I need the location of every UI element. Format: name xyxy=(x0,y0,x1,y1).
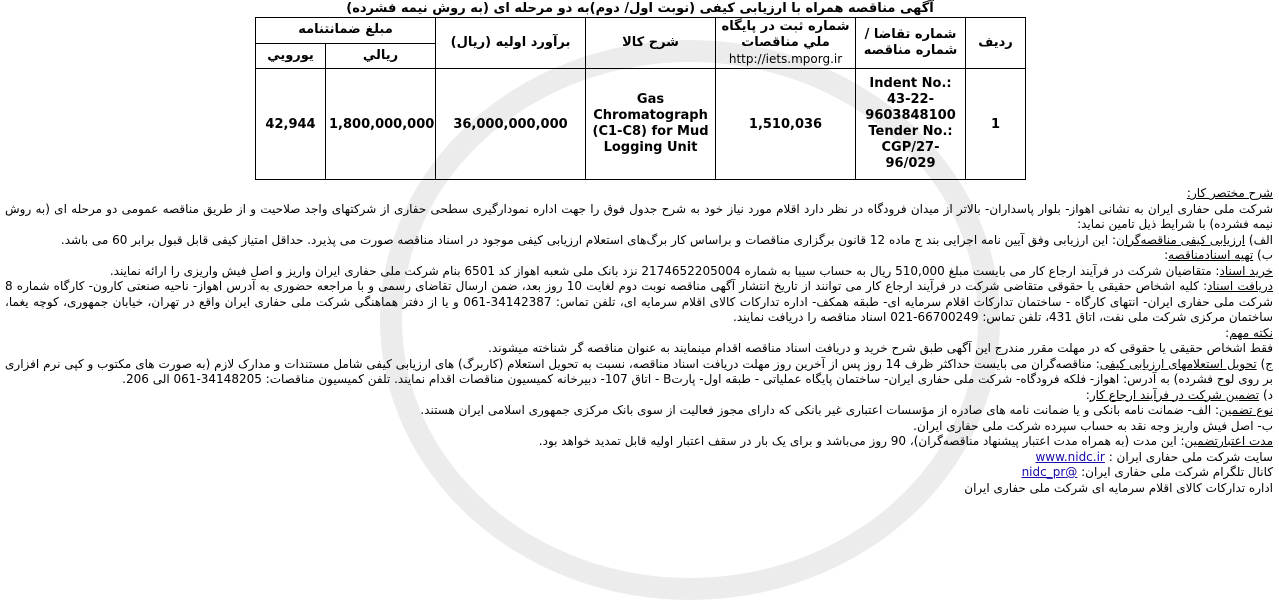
guarantee-validity-paragraph: مدت اعتبارتضمین: این مدت (به همراه مدت اعتبار پیشنهاد مناقصه‌گران)، 90 روز می‌باشد و برای یک بار در سقف اعتبار اولیه قابل تمدید خواهد بود. xyxy=(538,434,1273,448)
notice-body xyxy=(5,186,1273,496)
header-guarantee-amount: مبلغ ضمانتنامه xyxy=(256,18,436,44)
header-request-number: شماره تقاضا / شماره مناقصه xyxy=(856,18,966,69)
cell-initial-estimate: 36,000,000,000 xyxy=(436,69,586,180)
telegram-channel-link[interactable]: @nidc_pr xyxy=(1021,465,1078,479)
header-item-description: شرح كالا xyxy=(586,18,716,69)
important-note-heading: نکته مهم: xyxy=(1225,325,1273,340)
documents-heading: ب) تهیه اسنادمناقصه: xyxy=(1164,248,1273,262)
telegram-channel-line: کانال تلگرام شرکت ملی حفاری ایران: @nidc_pr xyxy=(1021,465,1273,479)
cell-guarantee-euro: 42,944 xyxy=(256,69,326,180)
notice-title: آگهی مناقصه همراه با ارزیابی کیفی (نوبت اول/ دوم)به دو مرحله ای (به روش نیمه فشرده) xyxy=(346,1,934,16)
cell-item-description: Gas Chromatograph (C1-C8) for Mud Logging Unit xyxy=(586,69,716,180)
guarantee-heading: د) تضمین شرکت در فرآیند ارجاع کار: xyxy=(1085,387,1273,402)
header-registration-number xyxy=(716,18,856,69)
document-receipt-paragraph: دریافت اسناد: کلیه اشخاص حقیقی یا حقوقی متقاضی شرکت در فرآیند ارجاع کار می توانند از تاریخ انتشار آگهی مناقصه نوبت دوم لغایت 10 روز بعد، ضمن ارسال تقاضای رسمی و با مراجعه حضوری به آدرس اهواز- ناحیه صنعتی کارون- کارگاه شماره 8 شرکت ملی حفاری ایران- انتهای کارگاه - ساختمان تدارکات اقلام سرمایه ای- طبقه همکف- اداره تدارکات کالای اقلام سرمایه ای، تلفن تماس: 34142387-061 و یا از دفتر هماهنگی شرکت ملی حفاری ایران واقع در تهران، خیابان جمهوری، کوچه یغما، ساختمان مرکزی شرکت ملی نفت، اتاق 431، تلفن تماس: 66700249-021 اسناد مناقصه را دریافت نمایند. xyxy=(5,279,1273,324)
guarantee-type-paragraph: نوع تضمین: الف- ضمانت نامه بانکی و یا ضمانت نامه های صادره از مؤسسات اعتباری غیر بانکی که دارای مجوز فعالیت از سوی بانک مرکزی جمهوری اسلامی ایران هستند. xyxy=(420,403,1273,417)
cell-request-number: Indent No.: 43-22-9603848100 Tender No.: CGP/27-96/029 xyxy=(856,69,966,180)
table-row xyxy=(256,69,1026,180)
header-initial-estimate: برآورد اوليه (ريال) xyxy=(436,18,586,69)
company-website-line: سایت شرکت ملی حفاری ایران : www.nidc.ir xyxy=(1035,449,1273,464)
header-guarantee-euro: يورويي xyxy=(256,43,326,69)
quality-assessment-paragraph: الف) ارزیابی کیفی مناقصه‌گران: این ارزیابی وفق آیین نامه اجرایی بند ج ماده 12 قانون برگزاری مناقصات و براساس کار برگ‌های استعلام ارزیابی کیفی موجود در اسناد مناقصه صورت می پذیرد. حداقل امتیاز کیفی قابل قبول برابر 60 می باشد. xyxy=(60,232,1273,247)
header-guarantee-rial: ريالي xyxy=(326,43,436,69)
inquiry-delivery-paragraph: ج) تحویل استعلامهای ارزیابی کیفی: مناقصه‌گران می بایست حداکثر ظرف 14 روز پس از آخرین روز مهلت دریافت اسناد مناقصه، نسبت به تحویل استعلام (کاربرگ) های ارزیابی کیفی شامل مستندات و مدارک لازم (به صورت های مکتوب و کپی نرم افزاری بر روی لوح فشرده) به آدرس: اهواز- فلکه فرودگاه- شرکت ملی حفاری ایران- ساختمان پایگاه عملیاتی - طبقه اول- پارتB - اتاق 107- دبیرخانه کمیسیون مناقصات اقدام نمایند. تلفن کمیسیون مناقصات: 34148205-061 الی 206. xyxy=(5,356,1273,386)
important-note-paragraph: فقط اشخاص حقیقی یا حقوقی که در مهلت مقرر مندرج این آگهی طبق شرح خرید و دریافت اسناد مناقصه اقدام مینمایند به عنوان مناقصه گر شناخته میشوند. xyxy=(488,341,1273,355)
table-header-row xyxy=(256,18,1026,44)
document-purchase-paragraph: خرید اسناد: متقاضیان شرکت در فرآیند ارجاع کار می بایست مبلغ 510,000 ریال به حساب سیبا به شماره 2174652205004 نزد بانک ملی شعبه اهواز کد 6501 بنام شرکت ملی حفاری ایران واریز و اصل فیش واریزی را ارائه نمایند. xyxy=(109,263,1273,278)
header-registration-label: شماره ثبت در پایگاه ملي مناقصات xyxy=(721,19,850,50)
cell-row-number: 1 xyxy=(966,69,1026,180)
summary-paragraph: شرکت ملی حفاری ایران به نشانی اهواز- بلوار پاسداران- بالاتر از میدان فرودگاه در نظر دارد اقلام مورد نیاز خود به شرح جدول فوق را جهت اداره نمودارگیری سطحی حفاری از شرکتهای واجد صلاحیت و از طریق مناقصه عمومی دو مرحله ای (به روش نیمه فشرده) با شرایط ذیل تامین نماید: xyxy=(5,201,1273,231)
cash-receipt-paragraph: ب- اصل فیش واریز وجه نقد به حساب سپرده شرکت ملی حفاری ایران. xyxy=(913,418,1273,433)
summary-heading: شرح مختصر کار: xyxy=(1186,186,1273,200)
cell-registration-number: 1,510,036 xyxy=(716,69,856,180)
cell-guarantee-rial: 1,800,000,000 xyxy=(326,69,436,180)
issuer-footer: اداره تدارکات کالای اقلام سرمایه ای شرکت ملی حفاری ایران xyxy=(964,480,1273,495)
header-row-number: ردیف xyxy=(966,18,1026,69)
tender-table xyxy=(255,17,1026,180)
header-registration-website: http://iets.mporg.ir xyxy=(728,52,843,66)
company-website-link[interactable]: www.nidc.ir xyxy=(1035,449,1105,464)
